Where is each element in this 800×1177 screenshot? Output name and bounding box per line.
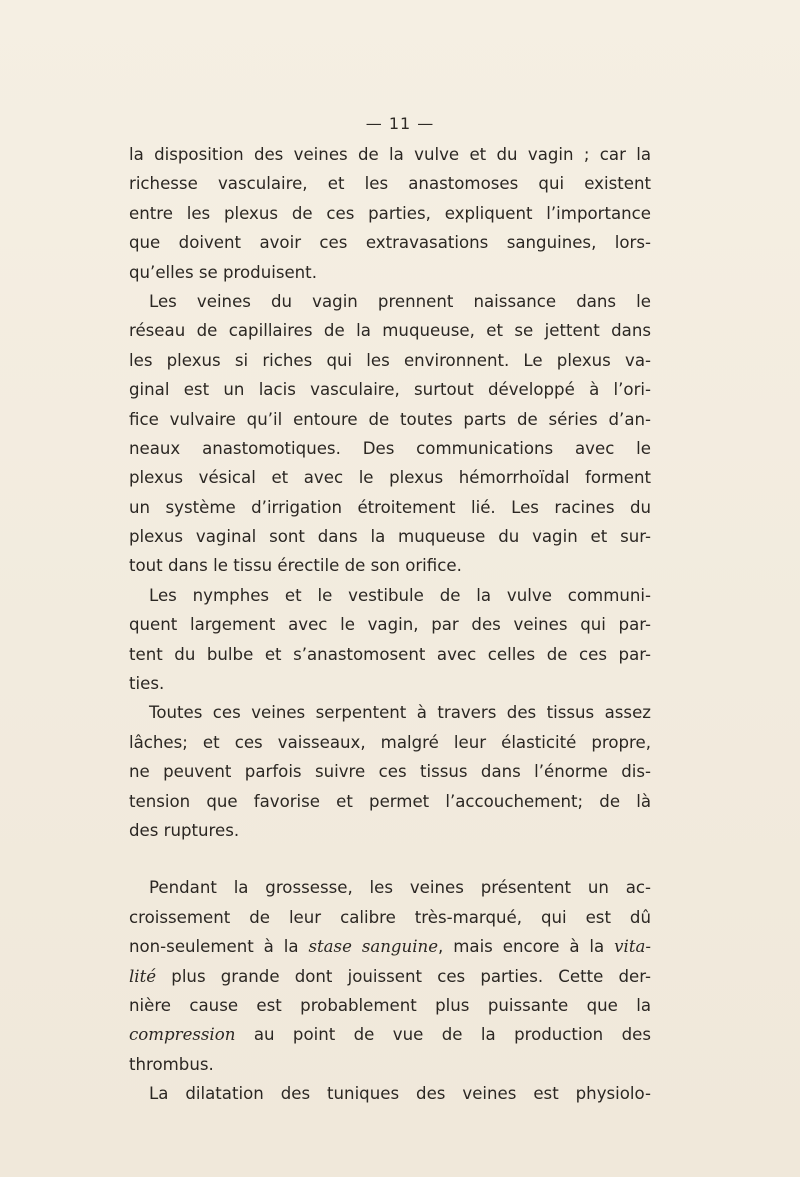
text-line — [129, 434, 651, 463]
text-run: quent largement avec le vagin, par des veines qui par- — [129, 615, 651, 635]
paragraph-gap — [129, 845, 651, 873]
text-run: les plexus si riches qui les environnent. Le plexus va- — [129, 350, 651, 370]
paragraph — [129, 873, 651, 1079]
text-line — [129, 316, 651, 345]
text-line — [129, 287, 651, 316]
text-line — [129, 463, 651, 492]
paragraph — [129, 581, 651, 699]
text-line — [129, 640, 651, 669]
text-line — [129, 346, 651, 375]
text-run: que doivent avoir ces extravasations sanguines, lors- — [129, 233, 651, 253]
text-line — [129, 375, 651, 404]
text-line — [129, 962, 651, 991]
text-line — [129, 932, 651, 961]
text-run: entre les plexus de ces parties, expliquent l’importance — [129, 203, 651, 223]
italic-text: vita- — [614, 937, 651, 957]
text-run: Pendant la grossesse, les veines présentent un ac- — [149, 878, 651, 898]
text-line — [129, 551, 651, 580]
text-run: thrombus. — [129, 1054, 214, 1074]
text-run: fice vulvaire qu’il entoure de toutes parts de séries d’an- — [129, 409, 651, 429]
paragraph — [129, 1079, 651, 1108]
text-line — [129, 728, 651, 757]
text-line — [129, 199, 651, 228]
text-line — [129, 1050, 651, 1079]
text-line — [129, 522, 651, 551]
paragraph — [129, 140, 651, 287]
text-run: Les veines du vagin prennent naissance dans le — [149, 291, 651, 311]
text-run: tension que favorise et permet l’accouchement; de là — [129, 791, 651, 811]
text-line — [129, 816, 651, 845]
text-run: Toutes ces veines serpentent à travers des tissus assez — [149, 703, 651, 723]
text-run: un système d’irrigation étroitement lié. Les racines du — [129, 497, 651, 517]
text-run: ne peuvent parfois suivre ces tissus dans l’énorme dis- — [129, 762, 651, 782]
text-run: , mais encore à la — [438, 937, 615, 957]
text-line — [129, 258, 651, 287]
text-line — [129, 991, 651, 1020]
text-run: au point de vue de la production des — [235, 1025, 651, 1045]
text-run: nière cause est probablement plus puissante que la — [129, 995, 651, 1015]
text-run: qu’elles se produisent. — [129, 262, 317, 282]
text-run: tout dans le tissu érectile de son orifice. — [129, 556, 462, 576]
text-line — [129, 873, 651, 902]
text-run: La dilatation des tuniques des veines est physiolo- — [149, 1084, 651, 1104]
body-text — [129, 140, 651, 1109]
text-line — [129, 228, 651, 257]
italic-text: stase sanguine — [308, 937, 439, 957]
page-number: — 11 — — [365, 114, 435, 133]
text-run: plexus vaginal sont dans la muqueuse du vagin et sur- — [129, 527, 651, 547]
text-run: la disposition des veines de la vulve et du vagin ; car la — [129, 145, 651, 164]
text-run: neaux anastomotiques. Des communications avec le — [129, 438, 651, 458]
text-run: richesse vasculaire, et les anastomoses qui existent — [129, 174, 651, 194]
text-run: plexus vésical et avec le plexus hémorrhoïdal forment — [129, 468, 651, 488]
text-line — [129, 1020, 651, 1049]
italic-text: lité — [129, 966, 157, 986]
text-run: plus grande dont jouissent ces parties. Cette der- — [156, 966, 651, 986]
text-line — [129, 169, 651, 198]
paragraph — [129, 698, 651, 845]
text-run: non-seulement à la — [129, 937, 309, 957]
text-line — [129, 405, 651, 434]
text-run: réseau de capillaires de la muqueuse, et se jettent dans — [129, 321, 651, 341]
text-run: des ruptures. — [129, 820, 240, 840]
text-line — [129, 1079, 651, 1108]
paragraph — [129, 287, 651, 581]
italic-text: compression — [129, 1025, 236, 1045]
text-run: ties. — [129, 674, 165, 694]
text-line — [129, 581, 651, 610]
text-run: lâches; et ces vaisseaux, malgré leur élasticité propre, — [129, 732, 651, 752]
text-run: Les nymphes et le vestibule de la vulve communi- — [149, 585, 651, 605]
text-line — [129, 610, 651, 639]
text-run: ginal est un lacis vasculaire, surtout développé à l’ori- — [129, 380, 651, 400]
text-line — [129, 140, 651, 169]
text-line — [129, 669, 651, 698]
text-line — [129, 903, 651, 932]
text-line — [129, 787, 651, 816]
text-line — [129, 493, 651, 522]
text-line — [129, 698, 651, 727]
text-line — [129, 757, 651, 786]
text-run: croissement de leur calibre très-marqué, qui est dû — [129, 907, 651, 927]
text-run: tent du bulbe et s’anastomosent avec celles de ces par- — [129, 644, 651, 664]
